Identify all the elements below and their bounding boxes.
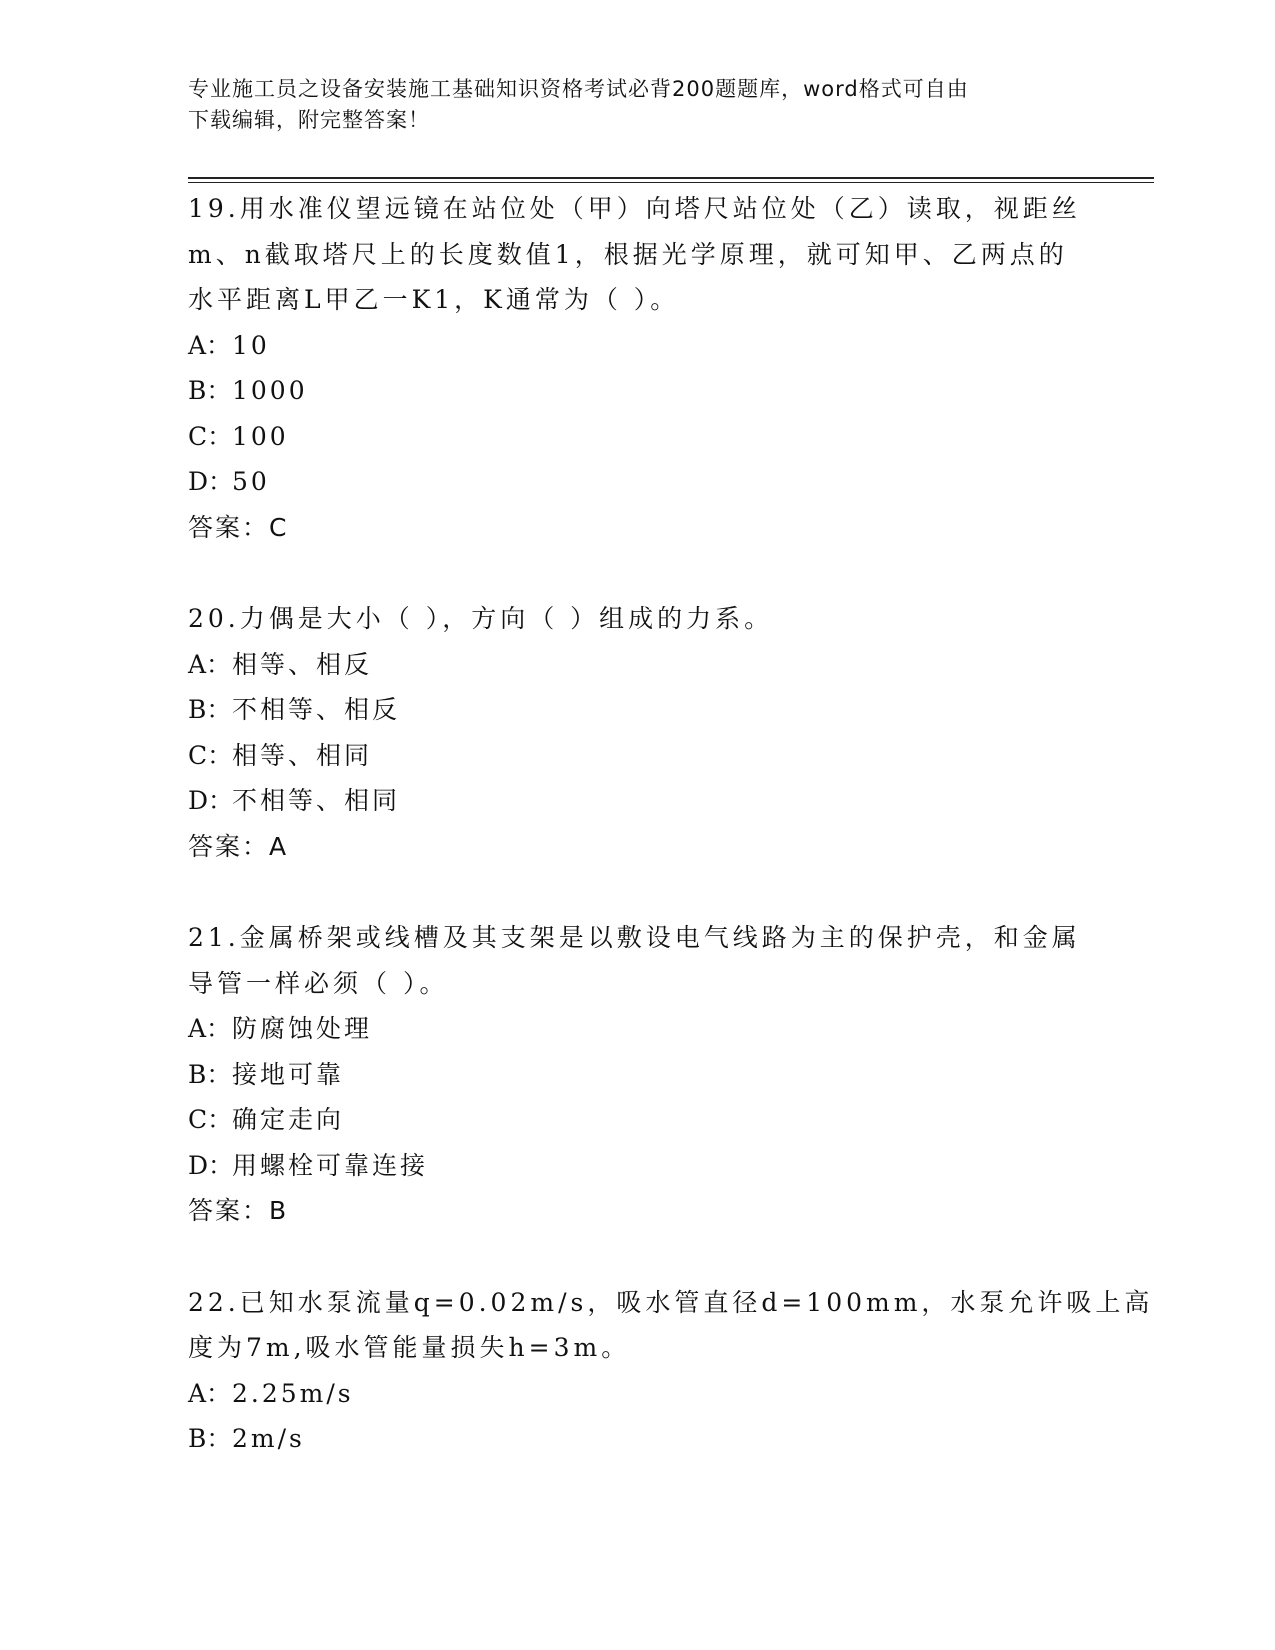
option-text: 2m/s [232, 1424, 305, 1453]
option-text: 不相等、相同 [232, 786, 401, 815]
option-c [188, 1097, 1088, 1143]
option-text: 50 [232, 467, 270, 496]
question-text-line: 22.已知水泵流量q=0.02m/s，吸水管直径d=100mm，水泵允许吸上高 [188, 1287, 1154, 1317]
option-a [188, 323, 1088, 369]
question-text-line: 水平距离L甲乙一K1，K通常为（ ）。 [188, 285, 680, 314]
header-line-1: 专业施工员之设备安装施工基础知识资格考试必背200题题库，word格式可自由 [188, 77, 969, 101]
answer-label: 答案：A [188, 831, 289, 861]
question-text-line: m、n截取塔尺上的长度数值1，根据光学原理，就可知甲、乙两点的 [188, 239, 1068, 269]
option-letter: C： [188, 740, 233, 770]
header-line-2: 下载编辑，附完整答案！ [188, 108, 430, 132]
answer-label: 答案：C [188, 512, 289, 542]
question-list [188, 186, 1154, 1462]
option-letter: B： [188, 1424, 232, 1453]
option-letter: D： [188, 1150, 234, 1180]
question-text-line: 21.金属桥架或线槽及其支架是以敷设电气线路为主的保护壳，和金属 [188, 923, 1081, 952]
option-text: 10 [232, 330, 270, 360]
option-text: 1000 [232, 376, 308, 405]
spacer [188, 869, 1088, 915]
option-text: 确定走向 [232, 1105, 345, 1134]
option-letter: D： [188, 786, 234, 815]
spacer [188, 550, 1088, 596]
option-letter: B： [188, 1059, 232, 1089]
option-a [188, 1371, 1088, 1417]
question-text-line: 20.力偶是大小（ ），方向（ ）组成的力系。 [188, 604, 774, 633]
option-text: 相等、相同 [232, 740, 373, 770]
question-22 [188, 1280, 1154, 1462]
option-d [188, 1143, 1088, 1189]
spacer [188, 1234, 1088, 1280]
option-text: 相等、相反 [232, 649, 373, 679]
question-text-line: 19.用水准仪望远镜在站位处（甲）向塔尺站位处（乙）读取，视距丝 [188, 194, 1081, 223]
option-c [188, 733, 1088, 779]
question-text-line: 导管一样必须（ ）。 [188, 968, 449, 998]
option-letter: A： [188, 330, 232, 360]
option-d [188, 778, 1088, 824]
option-text: 防腐蚀处理 [232, 1014, 373, 1043]
option-letter: A： [188, 1014, 232, 1043]
option-b [188, 687, 1088, 733]
question-text-line: 度为7m,吸水管能量损失h=3m。 [188, 1333, 631, 1362]
option-text: 2.25m/s [232, 1378, 354, 1408]
option-a [188, 642, 1088, 688]
option-b [188, 368, 1088, 414]
option-letter: B： [188, 376, 232, 405]
option-b [188, 1416, 1088, 1462]
option-a [188, 1006, 1088, 1052]
question-21 [188, 915, 1088, 1234]
option-d [188, 459, 1088, 505]
option-text: 用螺栓可靠连接 [232, 1150, 429, 1180]
option-text: 100 [232, 421, 289, 451]
option-letter: C： [188, 1105, 233, 1134]
option-letter: A： [188, 649, 232, 679]
header-divider [188, 177, 1154, 183]
option-text: 接地可靠 [232, 1059, 345, 1089]
page-header [188, 74, 1088, 136]
question-19 [188, 186, 1088, 550]
option-text: 不相等、相反 [232, 695, 401, 724]
option-letter: D： [188, 467, 234, 496]
option-letter: A： [188, 1378, 232, 1408]
option-letter: B： [188, 695, 232, 724]
option-letter: C： [188, 421, 233, 451]
answer-label: 答案：B [188, 1196, 289, 1225]
question-20 [188, 596, 1088, 869]
option-c [188, 414, 1088, 460]
option-b [188, 1052, 1088, 1098]
